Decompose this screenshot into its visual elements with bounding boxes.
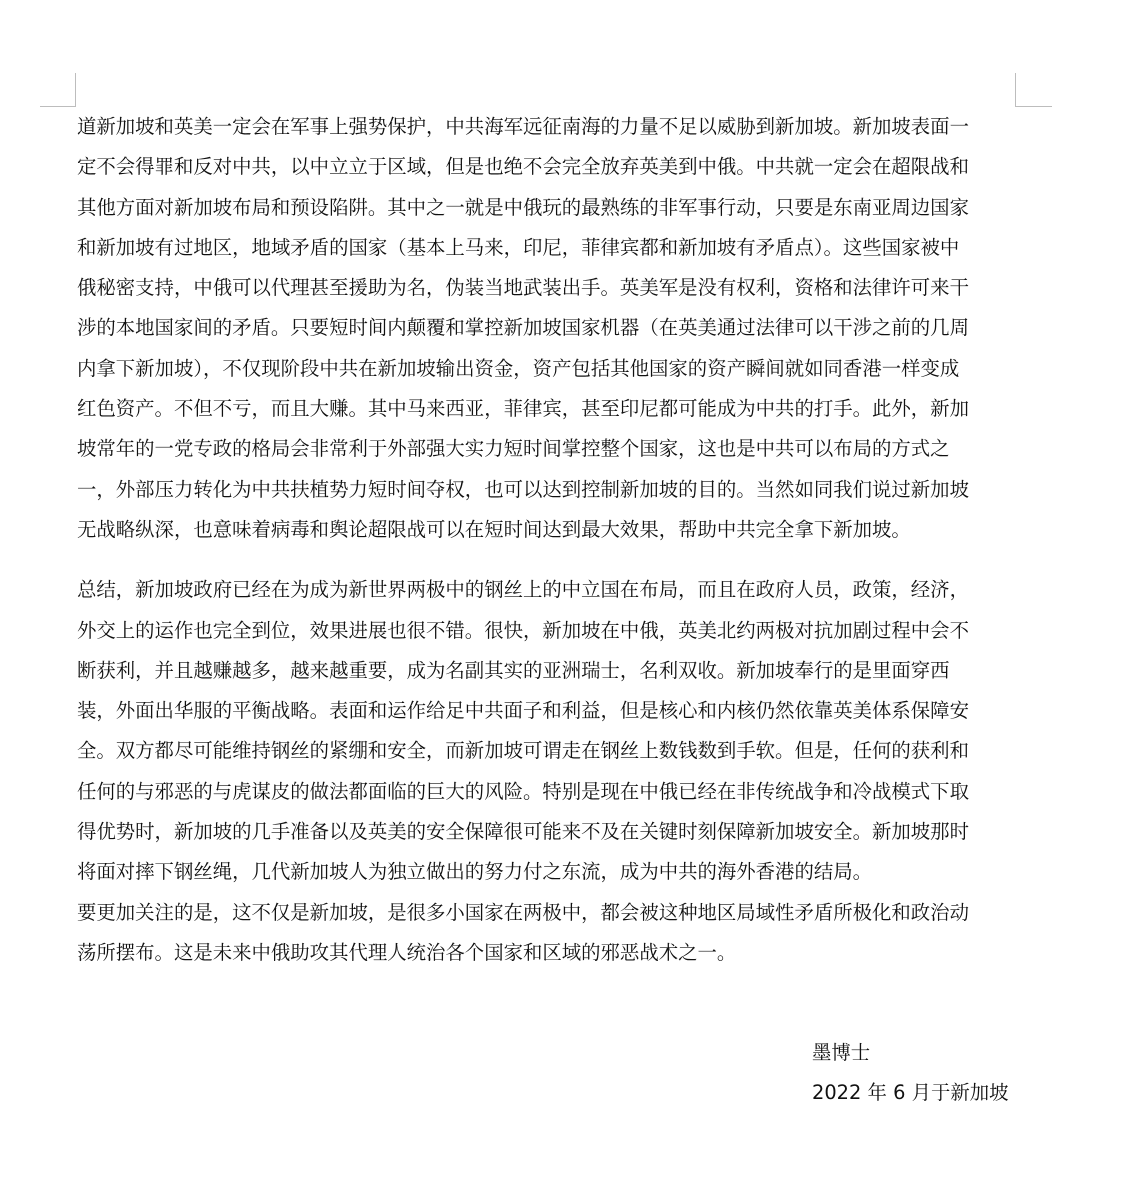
date-place: 2022 年 6 月于新加坡 bbox=[812, 1081, 1009, 1104]
text-line: 其他方面对新加坡布局和预设陷阱。其中之一就是中俄玩的最熟练的非军事行动，只要是东南亚周边国家 bbox=[77, 195, 969, 219]
text-line: 一，外部压力转化为中共扶植势力短时间夺权，也可以达到控制新加坡的目的。当然如同我们说过新加坡 bbox=[77, 477, 969, 501]
text-line: 要更加关注的是，这不仅是新加坡，是很多小国家在两极中，都会被这种地区局域性矛盾所极化和政治动 bbox=[77, 900, 969, 924]
text-line: 断获利，并且越赚越多，越来越重要，成为名副其实的亚洲瑞士，名利双收。新加坡奉行的是里面穿西 bbox=[77, 658, 950, 682]
paragraph-spacer bbox=[77, 550, 1003, 570]
crop-mark-top-left bbox=[40, 73, 76, 107]
crop-mark-top-right bbox=[1015, 73, 1052, 107]
text-line: 总结，新加坡政府已经在为成为新世界两极中的钢丝上的中立国在布局，而且在政府人员，政策，经济， bbox=[77, 578, 969, 602]
paragraph-1 bbox=[77, 107, 1003, 550]
text-line: 坡常年的一党专政的格局会非常利于外部强大实力短时间掌控整个国家，这也是中共可以布局的方式之 bbox=[77, 437, 950, 461]
text-line: 任何的与邪恶的与虎谋皮的做法都面临的巨大的风险。特别是现在中俄已经在非传统战争和冷战模式下取 bbox=[77, 779, 969, 803]
text-line: 无战略纵深，也意味着病毒和舆论超限战可以在短时间达到最大效果，帮助中共完全拿下新加坡。 bbox=[77, 517, 911, 541]
text-line: 定不会得罪和反对中共，以中立立于区域，但是也绝不会完全放弃英美到中俄。中共就一定会在超限战和 bbox=[77, 155, 969, 179]
author-name: 墨博士 bbox=[812, 1041, 871, 1064]
document-body bbox=[77, 107, 1003, 973]
text-line: 涉的本地国家间的矛盾。只要短时间内颠覆和掌控新加坡国家机器（在英美通过法律可以干涉之前的几周 bbox=[77, 316, 969, 340]
text-line: 和新加坡有过地区，地域矛盾的国家（基本上马来，印尼，菲律宾都和新加坡有矛盾点）。这些国家被中 bbox=[77, 235, 960, 259]
text-line: 道新加坡和英美一定会在军事上强势保护，中共海军远征南海的力量不足以威胁到新加坡。新加坡表面一 bbox=[77, 115, 969, 138]
text-line: 全。双方都尽可能维持钢丝的紧绷和安全，而新加坡可谓走在钢丝上数钱数到手软。但是，任何的获利和 bbox=[77, 739, 969, 763]
text-line: 红色资产。不但不亏，而且大赚。其中马来西亚，菲律宾，甚至印尼都可能成为中共的打手。此外，新加 bbox=[77, 397, 969, 421]
text-line: 荡所摆布。这是未来中俄助攻其代理人统治各个国家和区域的邪恶战术之一。 bbox=[77, 940, 737, 964]
text-line: 内拿下新加坡），不仅现阶段中共在新加坡输出资金，资产包括其他国家的资产瞬间就如同香港一样变成 bbox=[77, 356, 960, 380]
text-line: 得优势时，新加坡的几手准备以及英美的安全保障很可能来不及在关键时刻保障新加坡安全。新加坡那时 bbox=[77, 820, 969, 844]
paragraph-2 bbox=[77, 570, 1003, 973]
signature-block bbox=[812, 1033, 1009, 1113]
text-line: 装，外面出华服的平衡战略。表面和运作给足中共面子和利益，但是核心和内核仍然依靠英美体系保障安 bbox=[77, 699, 969, 723]
text-line: 将面对摔下钢丝绳，几代新加坡人为独立做出的努力付之东流，成为中共的海外香港的结局。 bbox=[77, 860, 873, 884]
text-line: 外交上的运作也完全到位，效果进展也很不错。很快，新加坡在中俄，英美北约两极对抗加剧过程中会不 bbox=[77, 618, 969, 642]
text-line: 俄秘密支持，中俄可以代理甚至援助为名，伪装当地武装出手。英美军是没有权利，资格和法律许可来干 bbox=[77, 276, 969, 300]
